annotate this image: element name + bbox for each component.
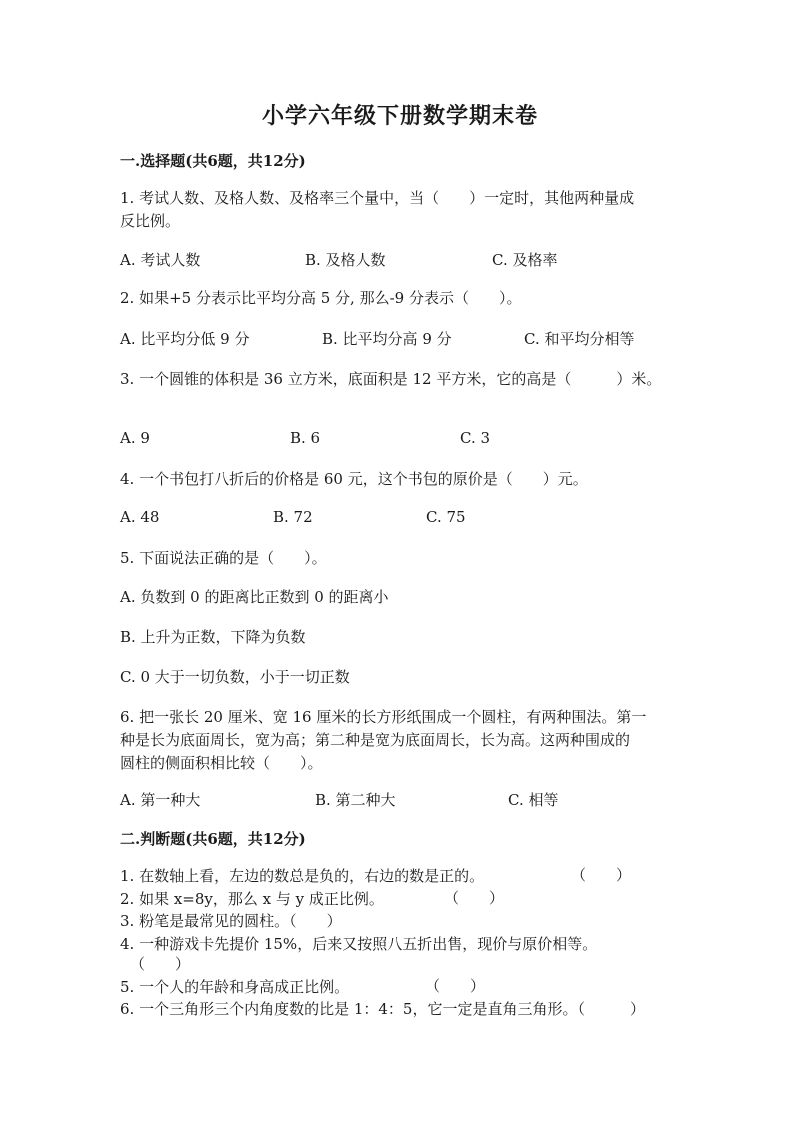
question-3-line-1: 3. 一个圆锥的体积是 36 立方米，底面积是 12 平方米，它的高是（ ）米。 — [120, 370, 662, 388]
question-6-line-1: 6. 把一张长 20 厘米、宽 16 厘米的长方形纸围成一个圆柱，有两种围法。第一 — [120, 708, 647, 726]
judgement-bracket-5: （ ） — [425, 977, 486, 995]
question-6-option-a: A. 第一种大 — [120, 791, 201, 809]
section-heading-judgement: 二.判断题(共6题，共12分) — [120, 830, 306, 848]
judgement-item-3: 3. 粉笔是最常见的圆柱。（ ） — [120, 912, 342, 930]
question-4-option-c: C. 75 — [426, 508, 466, 526]
question-2-option-c: C. 和平均分相等 — [524, 330, 635, 348]
question-5-option-a: A. 负数到 0 的距离比正数到 0 的距离小 — [120, 588, 389, 606]
question-1-option-c: C. 及格率 — [492, 251, 558, 269]
question-4-option-b: B. 72 — [273, 508, 313, 526]
section-heading-choice: 一.选择题(共6题，共12分) — [120, 152, 306, 170]
question-4-line-1: 4. 一个书包打八折后的价格是 60 元，这个书包的原价是（ ）元。 — [120, 470, 588, 488]
judgement-item-4: 4. 一种游戏卡先提价 15%，后来又按照八五折出售，现价与原价相等。 — [120, 935, 598, 953]
judgement-item-1: 1. 在数轴上看，左边的数总是负的，右边的数是正的。 — [120, 867, 485, 885]
judgement-bracket-1: （ ） — [571, 866, 632, 884]
question-6-line-2: 种是长为底面周长，宽为高；第二种是宽为底面周长，长为高。这两种围成的 — [120, 731, 631, 749]
judgement-item-2: 2. 如果 x=8y，那么 x 与 y 成正比例。 — [120, 890, 384, 908]
question-1-line-1: 1. 考试人数、及格人数、及格率三个量中，当（ ）一定时，其他两种量成 — [120, 189, 635, 207]
page-title: 小学六年级下册数学期末卷 — [261, 103, 538, 129]
judgement-bracket-4: （ ） — [130, 955, 191, 973]
question-2-option-b: B. 比平均分高 9 分 — [322, 330, 452, 348]
question-1-option-a: A. 考试人数 — [120, 251, 201, 269]
question-2-option-a: A. 比平均分低 9 分 — [120, 330, 250, 348]
judgement-item-5: 5. 一个人的年龄和身高成正比例。 — [120, 978, 350, 996]
question-1-option-b: B. 及格人数 — [305, 251, 386, 269]
question-6-line-3: 圆柱的侧面积相比较（ ）。 — [120, 754, 323, 772]
question-5-option-c: C. 0 大于一切负数，小于一切正数 — [120, 668, 350, 686]
question-5-option-b: B. 上升为正数，下降为负数 — [120, 628, 306, 646]
question-2-line-1: 2. 如果+5 分表示比平均分高 5 分, 那么-9 分表示（ ）。 — [120, 289, 522, 307]
question-4-option-a: A. 48 — [120, 508, 160, 526]
question-6-option-c: C. 相等 — [508, 791, 559, 809]
question-3-option-c: C. 3 — [460, 429, 491, 447]
judgement-item-6: 6. 一个三角形三个内角度数的比是 1：4：5，它一定是直角三角形。（ ） — [120, 1000, 645, 1018]
question-5-line-1: 5. 下面说法正确的是（ ）。 — [120, 549, 327, 567]
question-6-option-b: B. 第二种大 — [315, 791, 396, 809]
judgement-bracket-2: （ ） — [444, 889, 505, 907]
question-3-option-b: B. 6 — [290, 429, 321, 447]
question-3-option-a: A. 9 — [120, 429, 150, 447]
question-1-line-2: 反比例。 — [120, 212, 181, 230]
